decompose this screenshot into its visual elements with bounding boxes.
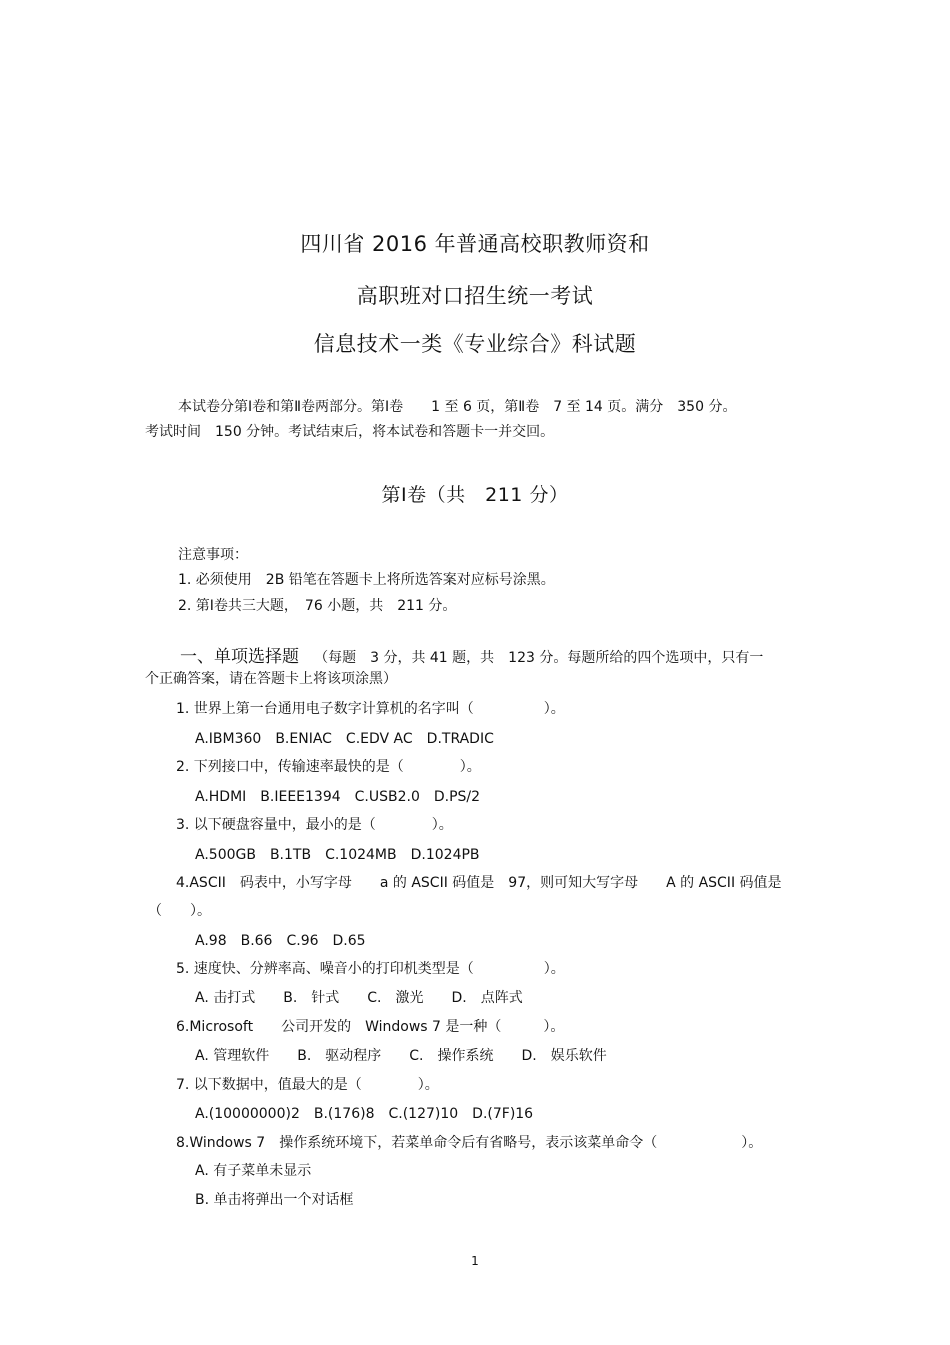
question-5-options: A. 击打式 B. 针式 C. 激光 D. 点阵式 [195,990,523,1006]
question-1-options: A.IBM360 B.ENIAC C.EDV AC D.TRADIC [195,731,494,747]
section1-header [180,642,763,667]
question-8-option-a: A. 有子菜单未显示 [195,1163,312,1179]
page-number: 1 [471,1254,479,1268]
section1-desc-cont: 个正确答案，请在答题卡上将该项涂黑） [145,671,397,687]
question-2: 2. 下列接口中，传输速率最快的是（ ）。 [176,759,481,775]
section1-title: 一、单项选择题 [180,647,299,667]
intro-line-1: 本试卷分第Ⅰ卷和第Ⅱ卷两部分。第Ⅰ卷 1 至 6 页，第Ⅱ卷 7 至 14 页。满分 350 分。 [178,399,737,415]
question-2-options: A.HDMI B.IEEE1394 C.USB2.0 D.PS/2 [195,789,481,805]
question-4-options: A.98 B.66 C.96 D.65 [195,933,366,949]
question-3: 3. 以下硬盘容量中，最小的是（ ）。 [176,817,453,833]
question-6-options: A. 管理软件 B. 驱动程序 C. 操作系统 D. 娱乐软件 [195,1048,607,1064]
title-line-1: 四川省 2016 年普通高校职教师资和 [300,232,650,256]
question-4-cont: （ ）。 [148,903,211,919]
section1-desc: （每题 3 分，共 41 题，共 123 分。每题所给的四个选项中，只有一 [314,650,764,666]
title-line-2: 高职班对口招生统一考试 [356,284,594,308]
intro-line-2: 考试时间 150 分钟。考试结束后，将本试卷和答题卡一并交回。 [145,424,555,440]
question-6: 6.Microsoft 公司开发的 Windows 7 是一种（ ）。 [176,1019,565,1035]
question-8-option-b: B. 单击将弹出一个对话框 [195,1192,354,1208]
notes-heading: 注意事项： [178,547,248,563]
question-1: 1. 世界上第一台通用电子数字计算机的名字叫（ ）。 [176,701,565,717]
question-8: 8.Windows 7 操作系统环境下，若菜单命令后有省略号，表示该菜单命令（ ）。 [176,1135,763,1151]
question-3-options: A.500GB B.1TB C.1024MB D.1024PB [195,847,480,863]
title-line-3: 信息技术一类《专业综合》科试题 [313,332,637,356]
notes-item: 2. 第Ⅰ卷共三大题， 76 小题，共 211 分。 [178,598,457,614]
notes-item: 1. 必须使用 2B 铅笔在答题卡上将所选答案对应标号涂黑。 [178,572,555,588]
question-4: 4.ASCII 码表中，小写字母 a 的 ASCII 码值是 97，则可知大写字母 A 的 ASCII 码值是 [176,875,782,891]
question-7-options: A.(10000000)2 B.(176)8 C.(127)10 D.(7F)16 [195,1106,534,1122]
question-5: 5. 速度快、分辨率高、噪音小的打印机类型是（ ）。 [176,961,565,977]
part1-heading: 第Ⅰ卷（共 211 分） [381,484,569,506]
question-7: 7. 以下数据中，值最大的是（ ）。 [176,1077,439,1093]
